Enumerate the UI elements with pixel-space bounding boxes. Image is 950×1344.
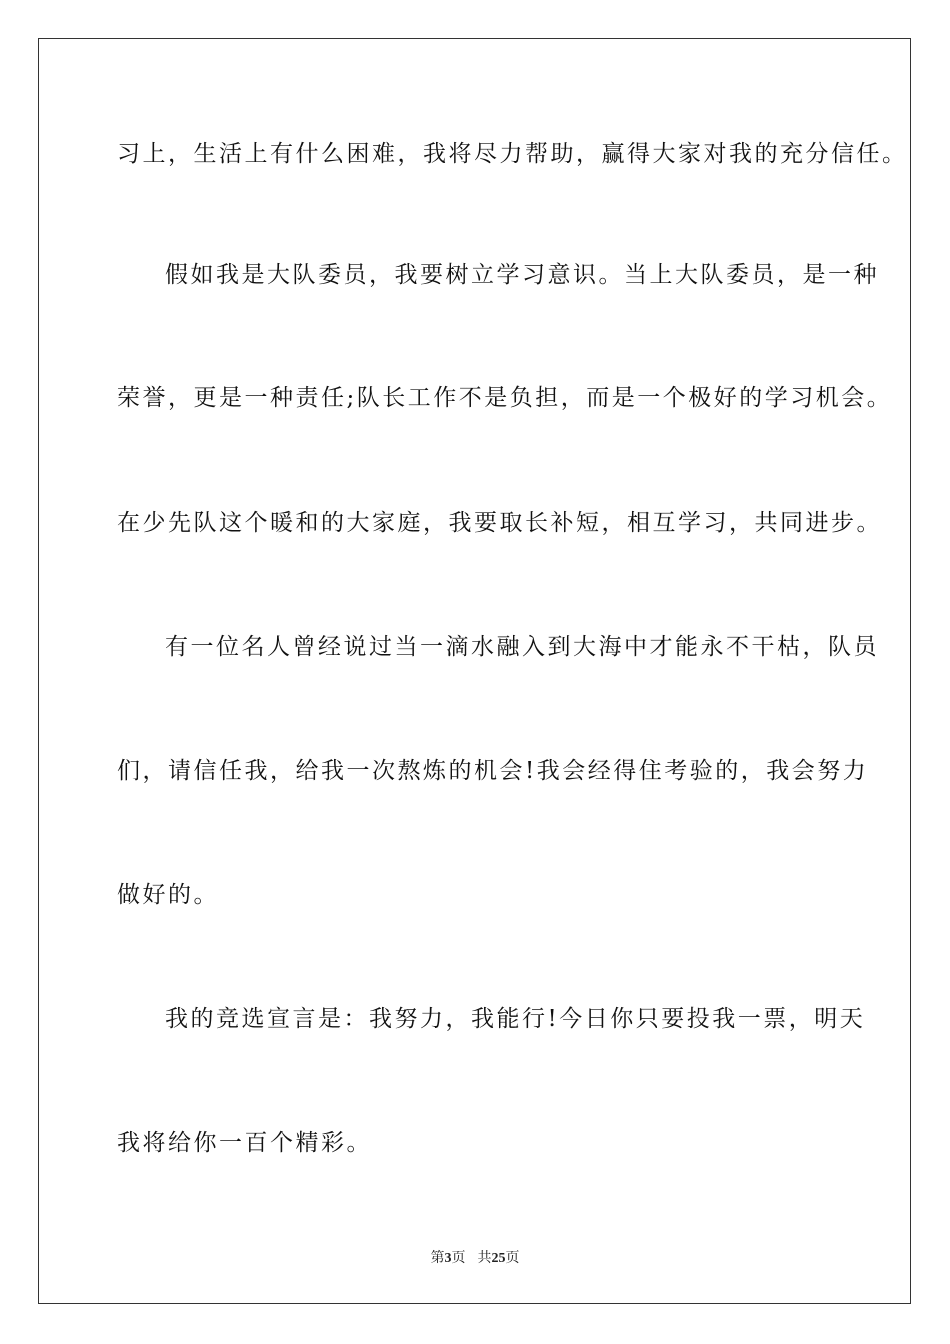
page-footer <box>0 1249 950 1268</box>
footer-page-number: 3 <box>444 1251 452 1266</box>
page-border <box>38 38 911 1304</box>
text-line-8: 我的竞选宣言是：我努力，我能行!今日你只要投我一票，明天 <box>165 1006 866 1032</box>
text-line-2: 假如我是大队委员，我要树立学习意识。当上大队委员，是一种 <box>165 262 879 288</box>
footer-total-suffix: 页 <box>505 1250 520 1266</box>
text-line-4: 在少先队这个暖和的大家庭，我要取长补短，相互学习，共同进步。 <box>117 510 882 536</box>
text-line-5: 有一位名人曾经说过当一滴水融入到大海中才能永不干枯，队员 <box>165 634 879 660</box>
footer-total-prefix: 共 <box>477 1250 492 1266</box>
text-line-7: 做好的。 <box>117 882 219 908</box>
text-line-1: 习上，生活上有什么困难，我将尽力帮助，赢得大家对我的充分信任。 <box>117 141 908 167</box>
text-line-9: 我将给你一百个精彩。 <box>117 1130 372 1156</box>
text-line-3: 荣誉，更是一种责任;队长工作不是负担，而是一个极好的学习机会。 <box>117 385 893 411</box>
footer-page-suffix: 页 <box>451 1250 466 1266</box>
text-line-6: 们，请信任我，给我一次熬炼的机会!我会经得住考验的，我会努力 <box>117 758 869 784</box>
footer-page-prefix: 第 <box>430 1250 445 1266</box>
footer-total-pages: 25 <box>491 1251 506 1266</box>
